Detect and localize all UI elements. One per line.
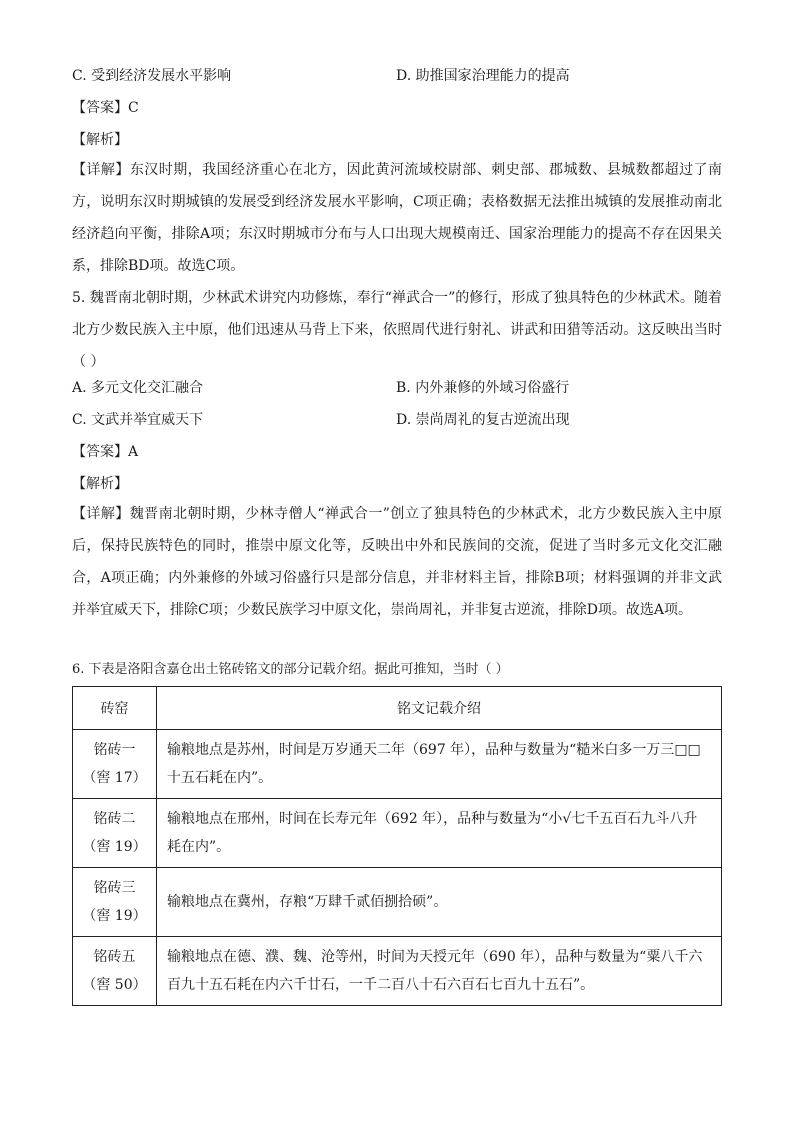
q5-stem: 5. 魏晋南北朝时期，少林武术讲究内功修炼，奉行“禅武合一”的修行，形成了独具特色的少林武术。随着北方少数民族入主中原，他们迅速从马背上下来，依照周代进行射礼、讲武和田猎等活动。这反映出当时（ ）: [72, 290, 722, 370]
q4-option-c: C. 受到经济发展水平影响: [72, 68, 232, 84]
q5-option-a: A. 多元文化交汇融合: [72, 380, 204, 396]
answer-value: C: [128, 100, 139, 116]
q5-detail: [72, 498, 722, 626]
detail-tag: 【详解】: [72, 506, 130, 522]
table-row: [73, 799, 722, 868]
inscription-table: [72, 686, 722, 1006]
description-cell: 输粮地点是苏州，时间是万岁通天二年（697 年），品种与数量为“糙米白多一万三□□十五石耗在内”。: [157, 730, 722, 799]
q4-answer: [72, 98, 139, 118]
kiln-cell: [73, 730, 157, 799]
header-kiln: 砖窑: [73, 687, 157, 730]
detail-tag: 【详解】: [72, 162, 130, 178]
table-row: [73, 937, 722, 1006]
description-cell: 输粮地点在冀州，存粮“万肆千贰佰捌拾硕”。: [157, 868, 722, 937]
q5-option-d: D. 崇尚周礼的复古逆流出现: [396, 412, 570, 428]
answer-value: A: [128, 444, 139, 460]
q6-stem: 6. 下表是洛阳含嘉仓出土铭砖铭文的部分记载介绍。据此可推知，当时（ ）: [72, 662, 509, 677]
kiln-cell: [73, 937, 157, 1006]
brick-name: 铭砖二: [93, 811, 136, 827]
q4-option-d: D. 助推国家治理能力的提高: [396, 68, 570, 84]
brick-name: 铭砖五: [93, 949, 136, 965]
q4-detail: [72, 154, 722, 282]
kiln-cell: [73, 799, 157, 868]
detail-text: 魏晋南北朝时期，少林寺僧人“禅武合一”创立了独具特色的少林武术，北方少数民族入主中原后，保持民族特色的同时，推崇中原文化等，反映出中外和民族间的交流，促进了当时多元文化交汇融合，A项正确；内外兼修的外域习俗盛行只是部分信息，并非材料主旨，排除B项；材料强调的并非文武并举宜威天下，排除C项；少数民族学习中原文化，崇尚周礼，并非复古逆流，排除D项。故选A项。: [72, 506, 722, 618]
brick-name: 铭砖三: [93, 880, 136, 896]
kiln-cell: [73, 868, 157, 937]
q5-analysis-tag: 【解析】: [72, 476, 128, 492]
brick-name: 铭砖一: [93, 742, 136, 758]
kiln-number: （窖 19）: [82, 839, 147, 855]
table-header-row: [73, 687, 722, 730]
table-row: [73, 730, 722, 799]
kiln-number: （窖 17）: [82, 770, 147, 786]
q5-answer: [72, 442, 138, 462]
description-cell: 输粮地点在邢州，时间在长寿元年（692 年），品种与数量为“小√七千五百石九斗八升耗在内”。: [157, 799, 722, 868]
answer-tag: 【答案】: [72, 100, 128, 116]
q4-analysis-tag: 【解析】: [72, 132, 128, 148]
q5-option-b: B. 内外兼修的外域习俗盛行: [396, 380, 570, 396]
table-row: [73, 868, 722, 937]
description-cell: 输粮地点在德、濮、魏、沧等州，时间为天授元年（690 年），品种与数量为“粟八千六百九十五石耗在内六千廿石，一千二百八十石六百石七百九十五石”。: [157, 937, 722, 1006]
kiln-number: （窖 50）: [82, 977, 147, 993]
kiln-number: （窖 19）: [82, 908, 147, 924]
header-description: 铭文记载介绍: [157, 687, 722, 730]
q5-option-c: C. 文武并举宜威天下: [72, 412, 204, 428]
answer-tag: 【答案】: [72, 444, 128, 460]
detail-text: 东汉时期，我国经济重心在北方，因此黄河流域校尉部、刺史部、郡城数、县城数都超过了南方，说明东汉时期城镇的发展受到经济发展水平影响，C项正确；表格数据无法推出城镇的发展推动南北经济趋向平衡，排除A项；东汉时期城市分布与人口出现大规模南迁、国家治理能力的提高不存在因果关系，排除BD项。故选C项。: [72, 162, 723, 274]
